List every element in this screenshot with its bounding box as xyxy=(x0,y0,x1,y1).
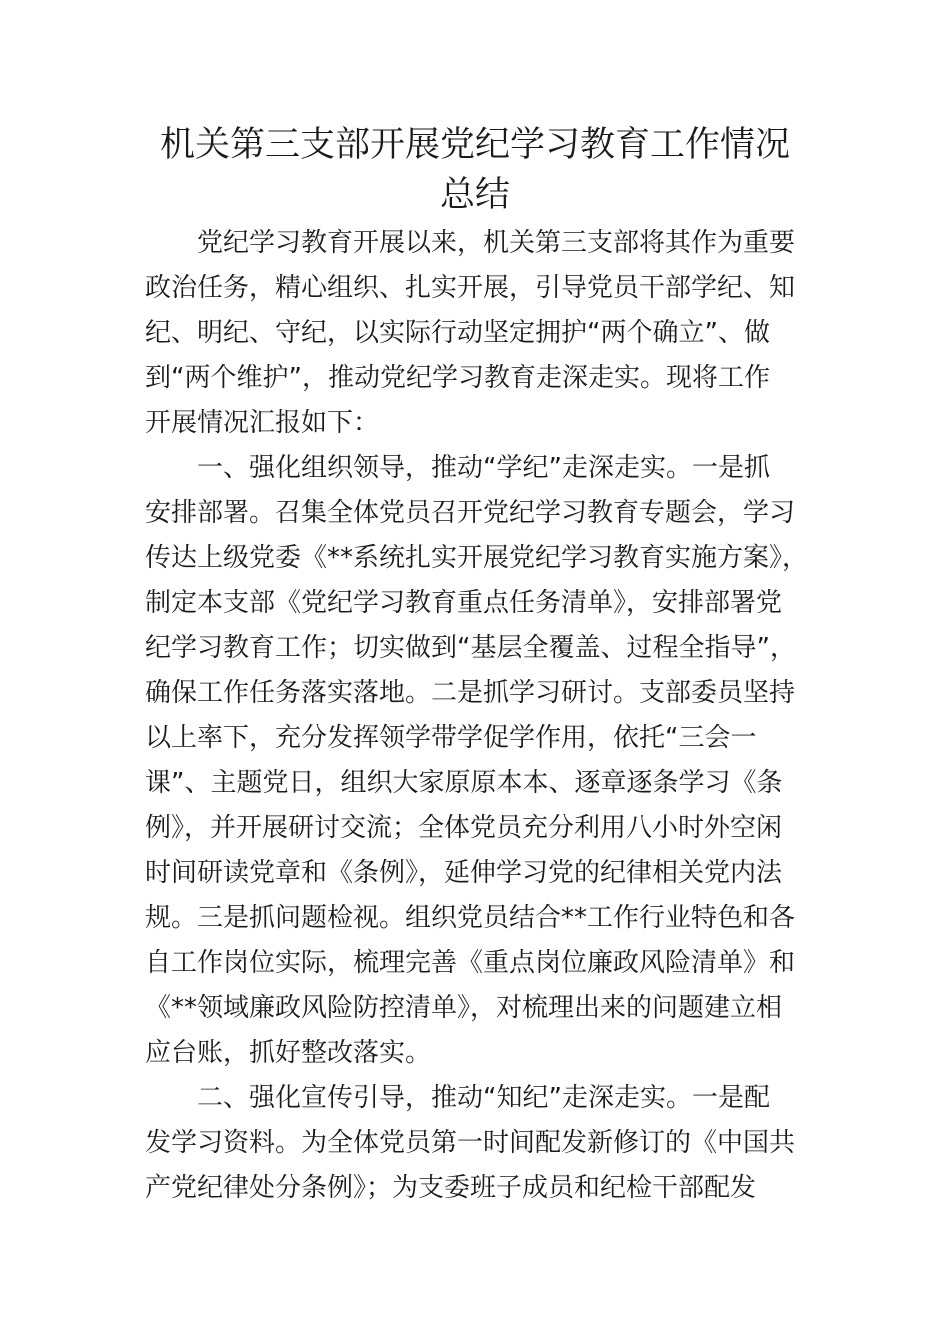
document-title-line-2: 总结 xyxy=(439,175,510,215)
body-line: 时间研读党章和《条例》，延伸学习党的纪律相关党内法 xyxy=(145,858,783,888)
body-line: 规。三是抓问题检视。组织党员结合**工作行业特色和各 xyxy=(145,903,796,933)
body-line: 开展情况汇报如下： xyxy=(145,408,380,438)
body-line: 到“两个维护”，推动党纪学习教育走深走实。现将工作 xyxy=(145,363,770,393)
body-line: 纪学习教育工作；切实做到“基层全覆盖、过程全指导”， xyxy=(145,633,796,663)
body-line: 传达上级党委《**系统扎实开展党纪学习教育实施方案》， xyxy=(145,543,809,573)
body-line: 发学习资料。为全体党员第一时间配发新修订的《中国共 xyxy=(145,1128,796,1158)
body-line: 党纪学习教育开展以来，机关第三支部将其作为重要 xyxy=(145,228,796,258)
body-line: 课”、主题党日，组织大家原原本本、逐章逐条学习《条 xyxy=(145,768,783,798)
body-line: 以上率下，充分发挥领学带学促学作用，依托“三会一 xyxy=(145,723,757,753)
body-line: 应台账，抓好整改落实。 xyxy=(145,1038,432,1068)
body-line: 产党纪律处分条例》；为支委班子成员和纪检干部配发 xyxy=(145,1173,757,1203)
body-line: 制定本支部《党纪学习教育重点任务清单》，安排部署党 xyxy=(145,588,783,618)
body-line: 二、强化宣传引导，推动“知纪”走深走实。一是配 xyxy=(145,1083,770,1113)
body-line: 自工作岗位实际，梳理完善《重点岗位廉政风险清单》和 xyxy=(145,948,796,978)
document-title-line-1: 机关第三支部开展党纪学习教育工作情况 xyxy=(159,125,790,165)
body-line: 《**领域廉政风险防控清单》，对梳理出来的问题建立相 xyxy=(145,993,783,1023)
body-line: 例》，并开展研讨交流；全体党员充分利用八小时外空闲 xyxy=(145,813,783,843)
body-line: 纪、明纪、守纪，以实际行动坚定拥护“两个确立”、做 xyxy=(145,318,770,348)
body-line: 政治任务，精心组织、扎实开展，引导党员干部学纪、知 xyxy=(145,273,796,303)
body-line: 一、强化组织领导，推动“学纪”走深走实。一是抓 xyxy=(145,453,770,483)
body-line: 安排部署。召集全体党员召开党纪学习教育专题会，学习 xyxy=(145,498,796,528)
body-line: 确保工作任务落实落地。二是抓学习研讨。支部委员坚持 xyxy=(145,678,796,708)
